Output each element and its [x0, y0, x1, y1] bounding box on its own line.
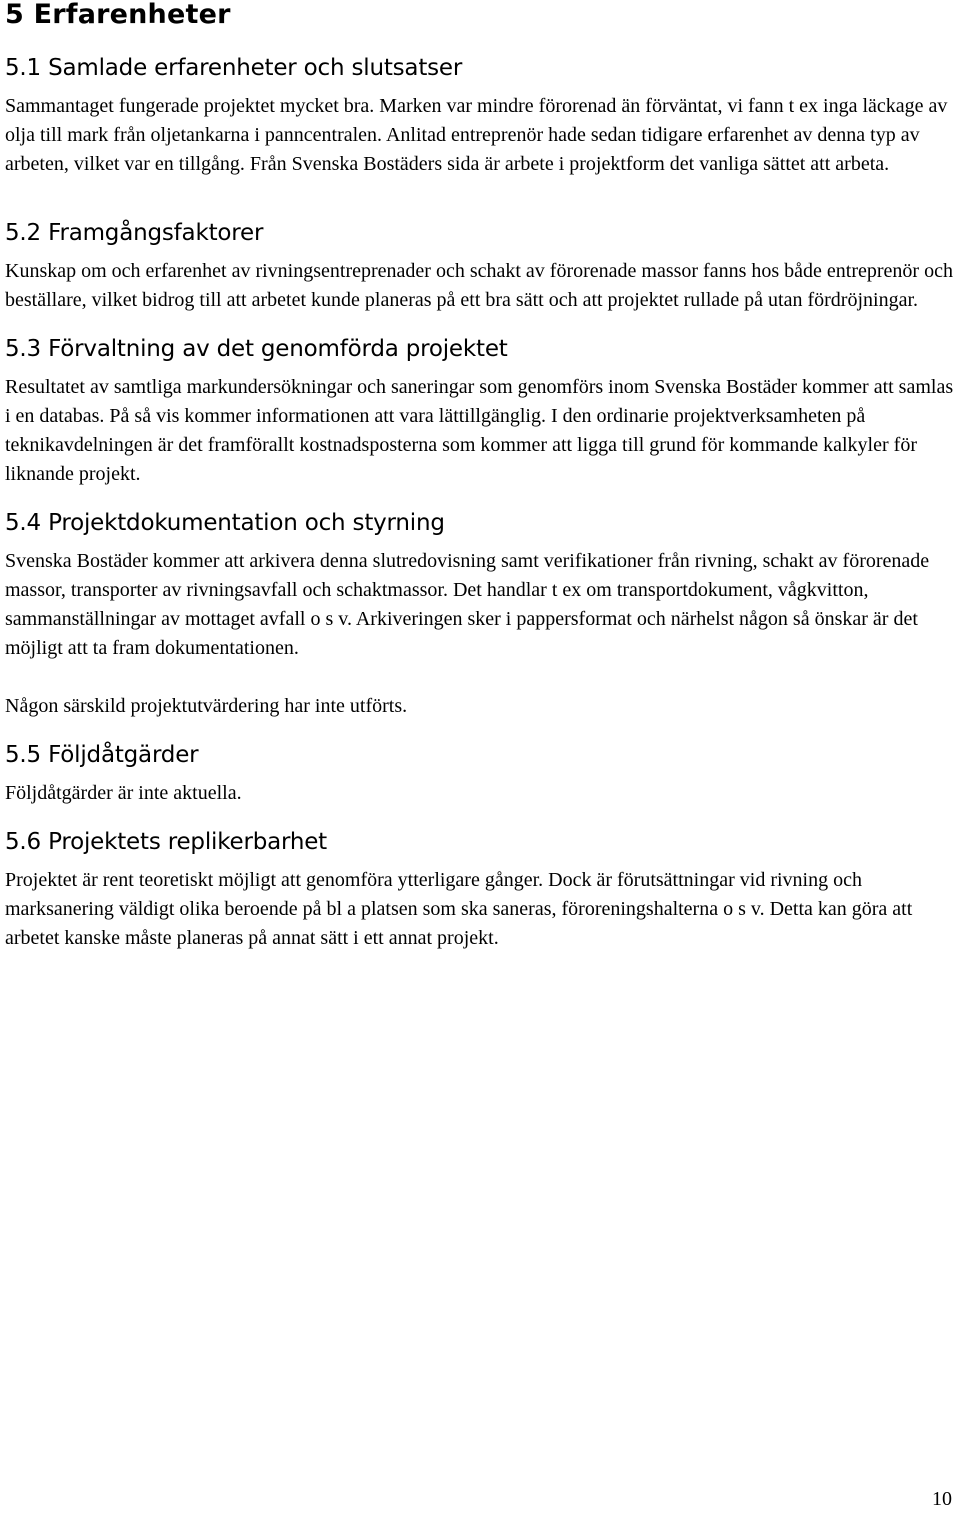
section-5-6 [5, 828, 955, 953]
section-paragraph: Någon särskild projektutvärdering har inte utförts. [5, 695, 408, 717]
section-heading: 5.3 Förvaltning av det genomförda projektet [5, 336, 508, 362]
section-paragraph: Resultatet av samtliga markundersökningar och saneringar som genomförs inom Svenska Bostäder kommer att samlas i en databas. På så vis kommer informationen att vara lättillgänglig. I den ordinarie projektverksamheten på teknikavdelningen är det framförallt kostnadsposterna som kommer att ligga till grund för kommande kalkyler för liknande projekt. [5, 376, 954, 485]
section-paragraph: Följdåtgärder är inte aktuella. [5, 782, 242, 804]
page-number: 10 [932, 1488, 952, 1510]
section-heading: 5.2 Framgångsfaktorer [5, 220, 264, 246]
section-paragraph: Sammantaget fungerade projektet mycket bra. Marken var mindre förorenad än förväntat, vi fann t ex inga läckage av olja till mark från oljetankarna i panncentralen. Anlitad entreprenör hade sedan tidigare erfarenhet av denna typ av arbeten, vilket var en tillgång. Från Svenska Bostäders sida är arbete i projektform det vanliga sättet att arbeta. [5, 95, 948, 175]
section-heading: 5.5 Följdåtgärder [5, 742, 199, 768]
section-heading: 5.1 Samlade erfarenheter och slutsatser [5, 55, 463, 81]
section-5-2 [5, 219, 955, 315]
section-paragraph: Kunskap om och erfarenhet av rivningsentreprenader och schakt av förorenade massor fanns hos både entreprenör och beställare, vilket bidrog till att arbetet kunde planeras på ett bra sätt och att projektet rullade på utan fördröjningar. [5, 260, 953, 311]
section-paragraph: Svenska Bostäder kommer att arkivera denna slutredovisning samt verifikationer från rivning, schakt av förorenade massor, transporter av rivningsavfall och schaktmassor. Det handlar t ex om transportdokument, vågkvitton, sammanställningar av mottaget avfall o s v. Arkiveringen sker i pappersformat och närhelst någon så önskar är det möjligt att ta fram dokumentationen. [5, 550, 930, 659]
chapter-title: 5 Erfarenheter [5, 0, 231, 30]
section-5-3 [5, 335, 955, 489]
section-paragraph: Projektet är rent teoretiskt möjligt att genomföra ytterligare gånger. Dock är förutsättningar vid rivning och marksanering väldigt olika beroende på bl a platsen som ska saneras, föroreningshalterna o s v. Detta kan göra att arbetet kanske måste planeras på annat sätt i ett annat projekt. [5, 869, 913, 949]
section-5-5 [5, 741, 955, 808]
section-heading: 5.6 Projektets replikerbarhet [5, 829, 327, 855]
section-5-1 [5, 54, 955, 179]
section-5-4 [5, 509, 955, 721]
document-page [5, 0, 955, 953]
section-heading: 5.4 Projektdokumentation och styrning [5, 510, 445, 536]
